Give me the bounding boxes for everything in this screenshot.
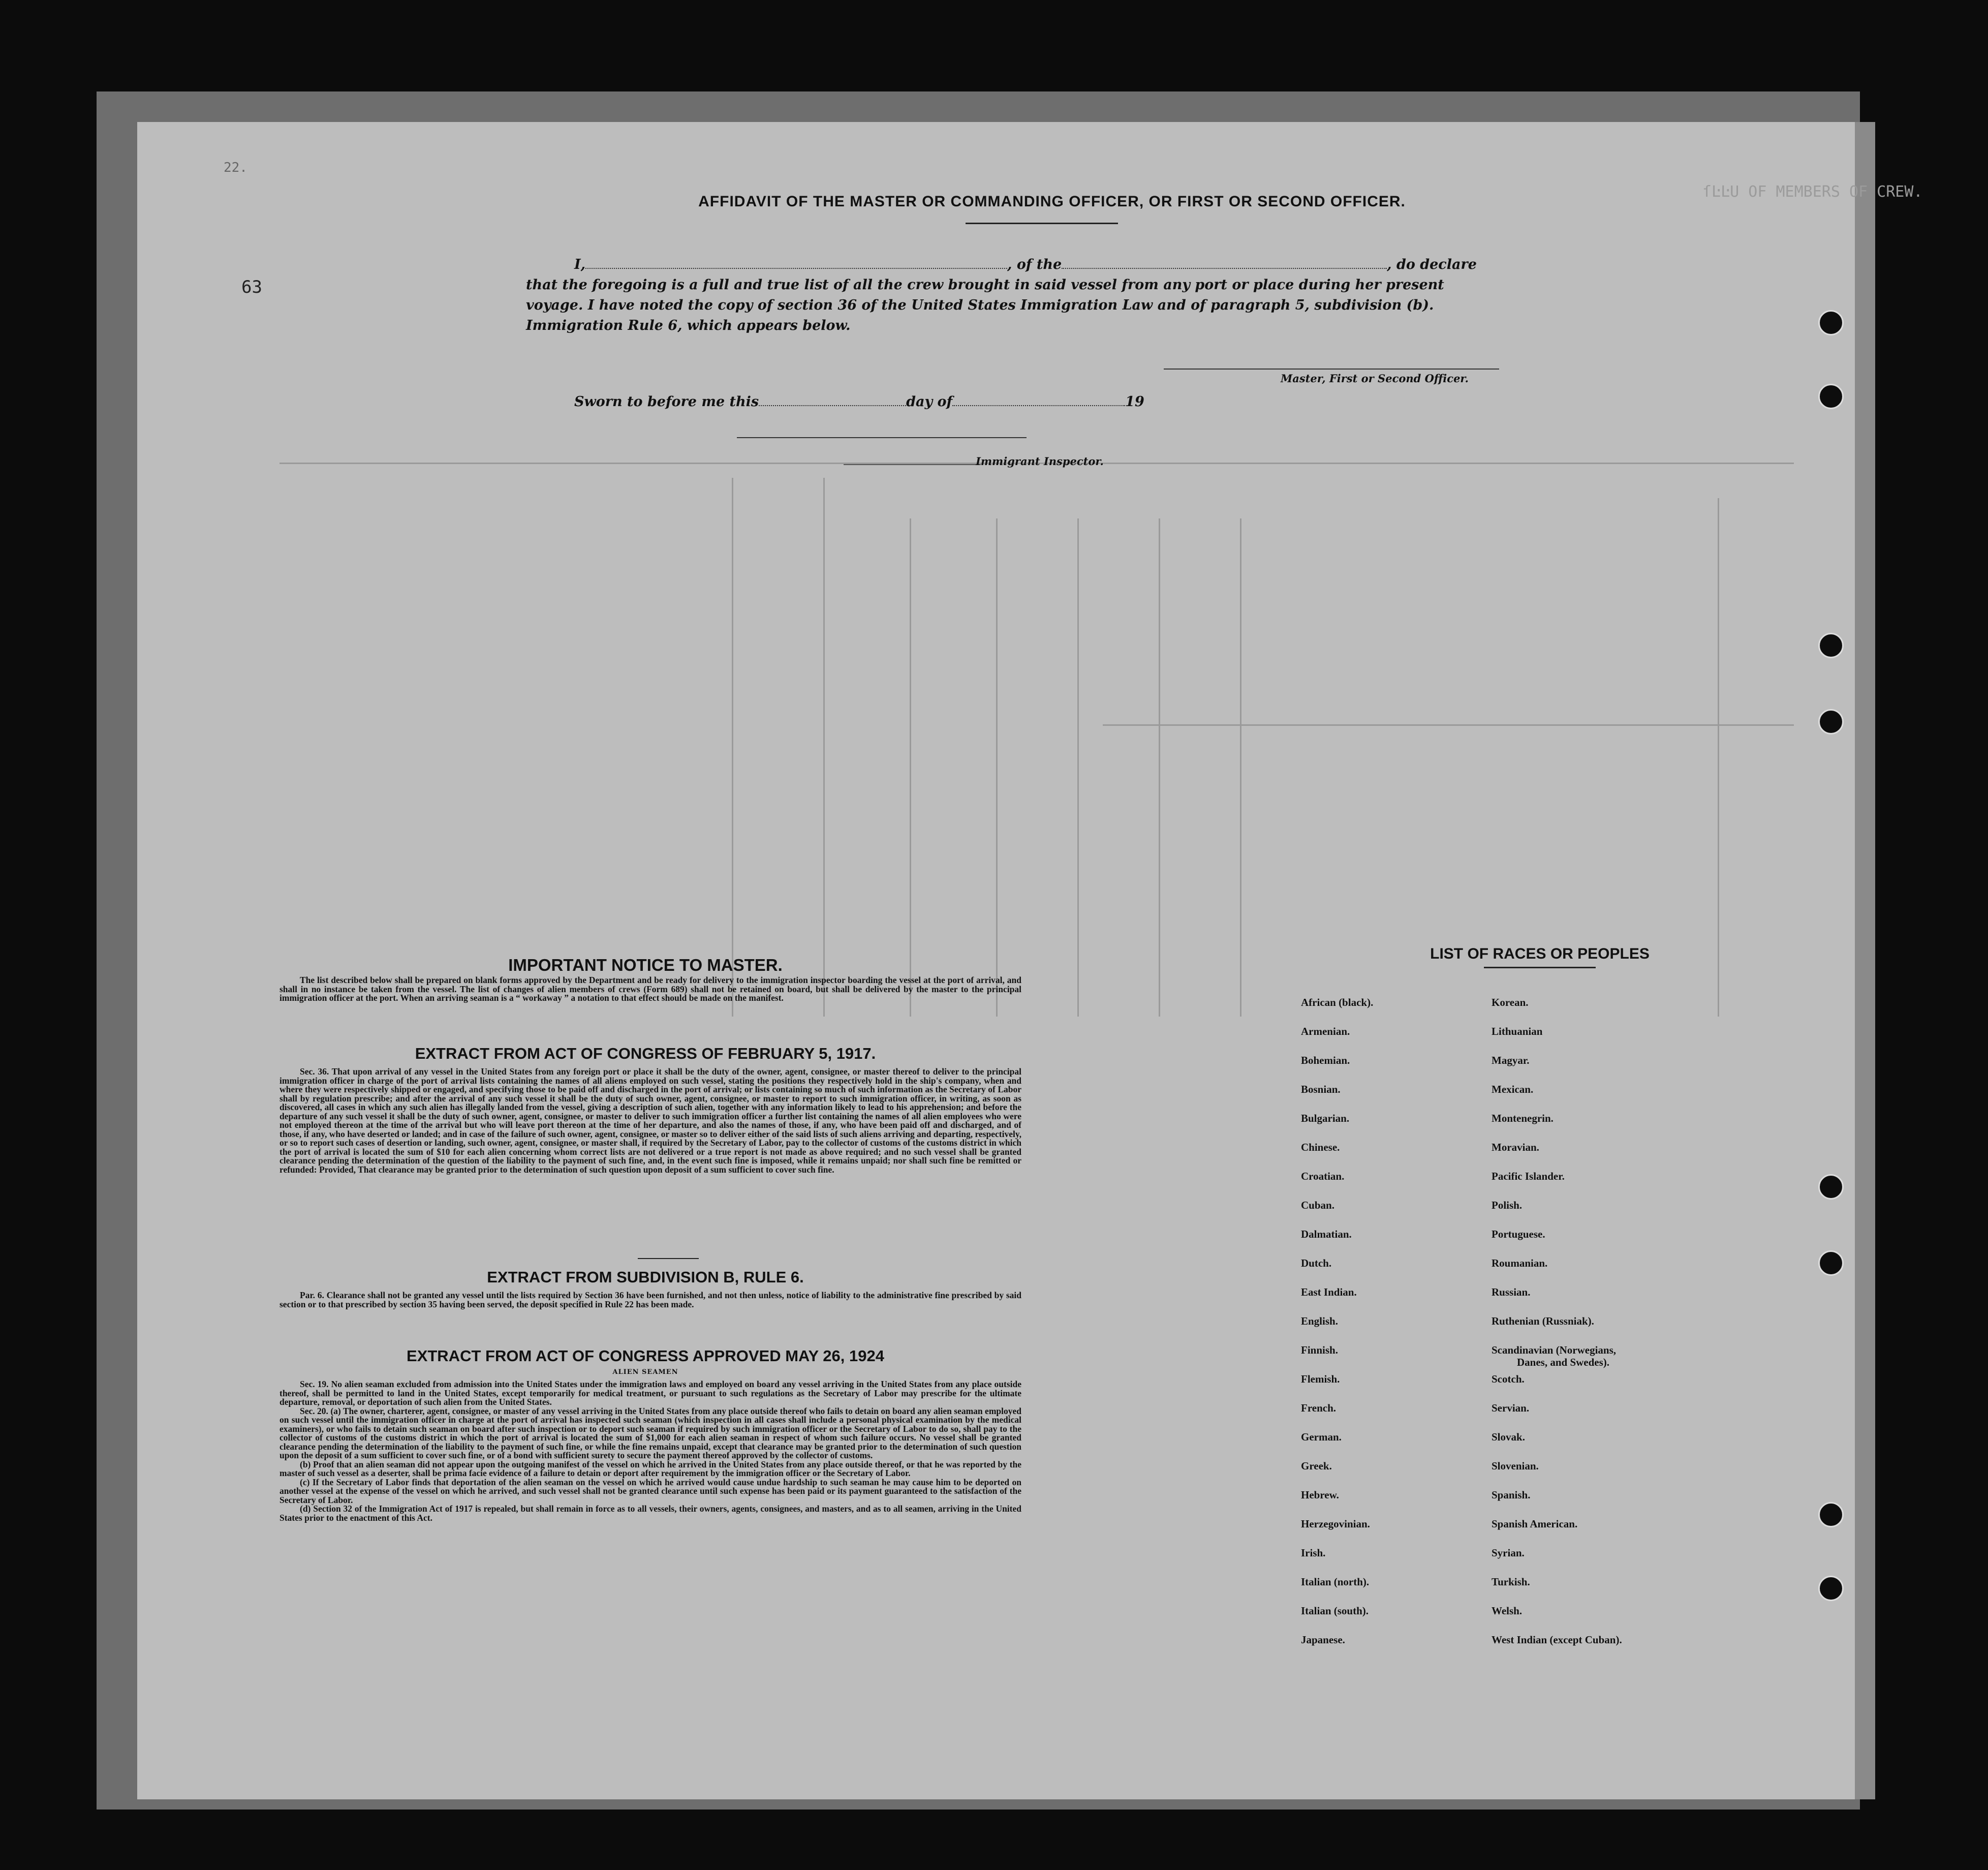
race-item: Irish. xyxy=(1301,1547,1326,1559)
race-item: Scandinavian (Norwegians, xyxy=(1492,1344,1617,1356)
race-item: Bosnian. xyxy=(1301,1083,1341,1095)
sec-20a-paragraph: Sec. 20. (a) The owner, charterer, agent, consignee, or master of any vessel arriving in the United States from any place outside thereof who fails to detain on board any alien seaman employed on such vessel until the immigration officer in charge at the port of arrival has inspected such seaman (which inspection in all cases shall include a personal physical examination by the medical examiners), or who fails to detain such seaman on board after such inspection or to deport such seaman if required by such immigration officer or the Secretary of Labor to do so, shall pay to the collector of customs of the customs district in which the port of arrival is located the sum of $1,000 for each alien seaman in respect of whom such failure occurs. No vessel shall be granted clearance pending the determination of the liability to the payment of such fine, or while the fine remains unpaid, except that clearance may be granted prior to the determination of such question upon the deposit of a sum sufficient to cover such fine, or of a bond with sufficient surety to secure the payment thereof approved by the collector of customs. xyxy=(279,1405,1021,1460)
notice-text xyxy=(279,976,1021,1003)
bleed-through-column xyxy=(732,478,733,1017)
race-item: Welsh. xyxy=(1492,1605,1523,1617)
inspector-caption: Immigrant Inspector. xyxy=(976,455,1104,468)
races-title: LIST OF RACES OR PEOPLES xyxy=(1430,945,1650,962)
race-item: Armenian. xyxy=(1301,1025,1350,1037)
race-item: German. xyxy=(1301,1431,1342,1443)
punch-hole xyxy=(1818,1502,1844,1527)
rule6-text xyxy=(279,1291,1021,1309)
punch-hole xyxy=(1818,1174,1844,1200)
bleed-through-column xyxy=(996,518,998,1017)
notice-paragraph: The list described below shall be prepared on blank forms approved by the Department and be ready for delivery to the immigration inspector boarding the vessel at the port of arrival, and shall in no instance be taken from the vessel. The list of changes of alien members of crews (Form 689) shall not be retained on board, but shall be delivered by the master to the principal immigration officer at the port. When an arriving seaman is a “ workaway ” a notation to that effect should be made on the manifest. xyxy=(279,975,1021,1003)
inspector-dotted-line xyxy=(844,464,981,465)
race-item-continuation: Danes, and Swedes). xyxy=(1517,1356,1610,1368)
rule6-heading: EXTRACT FROM SUBDIVISION B, RULE 6. xyxy=(487,1268,804,1286)
race-item: Spanish American. xyxy=(1492,1518,1578,1530)
bleed-through-column xyxy=(1077,518,1079,1017)
race-item: Dutch. xyxy=(1301,1257,1332,1269)
extract-1917-paragraph: Sec. 36. That upon arrival of any vessel in the United States from any foreign port or place it shall be the duty of the owner, agent, consignee, or master thereof to deliver to the principal immigration officer in charge of the port of arrival lists containing the names of all aliens employed on such vessel, stating the positions they respectively hold in the ship's company, when and where they were respectively shipped or engaged, and specifying those to be paid off and discharged in the port of arrival; or lists containing so much of such information as the Secretary of Labor shall by regulation prescribe; and after the arrival of any such vessel it shall be the duty of such owner, agent, consignee, or master to report to such immigration officer, in writing, as soon as discovered, all cases in which any such alien has illegally landed from the vessel, giving a description of such alien, together with any information likely to lead to his apprehension; and before the departure of any such vessel it shall be the duty of such owner, agent, consignee, or master to deliver to such immigration officer a further list containing the names of all alien employees who were not employed thereon at the time of the arrival but who will leave port thereon at the time of her departure, and also the names of those, if any, who have been paid off and discharged, and of those, if any, who have deserted or landed; and in case of the failure of such owner, agent, consignee, or master so to deliver either of the said lists of such aliens arriving and departing, respectively, or so to report such cases of desertion or landing, such owner, agent, consignee, or master shall, if required by the Secretary of Labor, pay to the collector of customs of the customs district in which the port of arrival is located the sum of $10 for each alien concerning whom correct lists are not delivered or a true report is not made as above required; and no such vessel shall be granted clearance pending the determination of the question of the liability to the payment of such fine, and, in the event such fine is imposed, while it remains unpaid; nor shall such fine be remitted or refunded: Provided, That clearance may be granted prior to the determination of such question upon deposit of a sum sufficient to cover such fine. xyxy=(279,1066,1021,1175)
races-right-column xyxy=(1492,996,1622,1663)
race-item: East Indian. xyxy=(1301,1286,1357,1298)
race-item: Herzegovinian. xyxy=(1301,1518,1370,1530)
race-item-scandinavian xyxy=(1492,1344,1622,1373)
extract-1924-text xyxy=(279,1380,1021,1522)
sec-19-paragraph: Sec. 19. No alien seaman excluded from admission into the United States under the immigration laws and employed on board any vessel arriving in the United States from any place outside thereof, shall be permitted to land in the United States, except temporarily for medical treatment, or pursuant to such regulations as the Secretary of Labor may prescribe for the ultimate departure, removal, or deportation of such alien from the United States. xyxy=(279,1379,1021,1407)
punch-hole xyxy=(1818,1576,1844,1601)
race-item: West Indian (except Cuban). xyxy=(1492,1634,1622,1646)
sworn-line xyxy=(574,394,1144,410)
sworn-prefix: Sworn to before me this xyxy=(574,394,759,410)
race-item: Servian. xyxy=(1492,1402,1530,1414)
race-item: Spanish. xyxy=(1492,1489,1531,1501)
races-title-rule xyxy=(1484,967,1596,968)
race-item: Italian (north). xyxy=(1301,1576,1370,1588)
title-rule xyxy=(966,223,1118,224)
race-item: Dalmatian. xyxy=(1301,1228,1352,1240)
affidavit-line-4: Immigration Rule 6, which appears below. xyxy=(526,318,851,333)
race-item: Syrian. xyxy=(1492,1547,1525,1559)
punch-hole xyxy=(1818,709,1844,734)
alien-seamen-subheading: ALIEN SEAMEN xyxy=(612,1368,678,1376)
bleed-through-column xyxy=(1159,518,1160,1017)
sworn-month-blank[interactable] xyxy=(952,405,1125,406)
sworn-day-blank[interactable] xyxy=(759,405,906,406)
sworn-year: 19 xyxy=(1125,394,1144,410)
rule6-paragraph: Par. 6. Clearance shall not be granted any vessel until the lists required by Section 36 have been furnished, and not then unless, notice of liability to the administrative fine prescribed by said section or to that prescribed by section 35 having been served, the deposit specified in Rule 22 has been made. xyxy=(279,1290,1021,1309)
declare-suffix: , do declare xyxy=(1387,257,1477,272)
notice-heading: IMPORTANT NOTICE TO MASTER. xyxy=(508,956,783,974)
race-item: Turkish. xyxy=(1492,1576,1530,1588)
master-signature-line[interactable] xyxy=(1164,369,1499,370)
race-item: Moravian. xyxy=(1492,1141,1539,1153)
race-item: Bulgarian. xyxy=(1301,1112,1350,1124)
manifest-sheet xyxy=(137,122,1923,1799)
punch-hole xyxy=(1818,1250,1844,1276)
race-item: French. xyxy=(1301,1402,1337,1414)
bleed-through-column xyxy=(1240,518,1241,1017)
race-item: Hebrew. xyxy=(1301,1489,1339,1501)
races-left-column xyxy=(1301,996,1373,1663)
race-item: Scotch. xyxy=(1492,1373,1525,1385)
race-item: Korean. xyxy=(1492,996,1529,1008)
bleed-through-column xyxy=(823,478,825,1017)
race-item: Croatian. xyxy=(1301,1170,1345,1182)
punch-hole xyxy=(1818,384,1844,409)
affidavit-line-3: voyage. I have noted the copy of section 36 of the United States Immigration Law and of paragraph 5, subdivision (b). xyxy=(526,297,1434,313)
race-item: Flemish. xyxy=(1301,1373,1340,1385)
affidavit-title: AFFIDAVIT OF THE MASTER OR COMMANDING OFFICER, OR FIRST OR SECOND OFFICER. xyxy=(698,193,1406,210)
declarant-name-blank[interactable] xyxy=(585,268,1007,269)
affidavit-line-1 xyxy=(574,257,1477,272)
race-item: Finnish. xyxy=(1301,1344,1338,1356)
race-item: Portuguese. xyxy=(1492,1228,1545,1240)
race-item: Montenegrin. xyxy=(1492,1112,1554,1124)
sec-20b-paragraph: (b) Proof that an alien seaman did not appear upon the outgoing manifest of the vessel on which he arrived in the United States from any place outside thereof, or that he was reported by the master of such vessel as a deserter, shall be prima facie evidence of a failure to detain or deport after requirement by the immigration officer or the Secretary of Labor. xyxy=(279,1459,1021,1478)
race-item: Cuban. xyxy=(1301,1199,1334,1211)
sec-20d-paragraph: (d) Section 32 of the Immigration Act of 1917 is repealed, but shall remain in force as to all vessels, their owners, agents, consignees, and masters, and as to all seamen, arriving in the United States prior to the enactment of this Act. xyxy=(279,1504,1021,1523)
race-item: African (black). xyxy=(1301,996,1374,1008)
extract-1924-heading: EXTRACT FROM ACT OF CONGRESS APPROVED MAY 26, 1924 xyxy=(407,1347,884,1365)
vessel-name-blank[interactable] xyxy=(1062,268,1387,269)
extract-1917-text xyxy=(279,1067,1021,1174)
race-item: Greek. xyxy=(1301,1460,1332,1472)
margin-mark-left: 63 xyxy=(241,277,262,297)
race-item: Russian. xyxy=(1492,1286,1531,1298)
punch-hole xyxy=(1818,310,1844,335)
race-item: Pacific Islander. xyxy=(1492,1170,1565,1182)
race-item: Slovak. xyxy=(1492,1431,1525,1443)
race-item: Magyar. xyxy=(1492,1054,1530,1066)
inspector-signature-line[interactable] xyxy=(737,437,1027,438)
race-item: Chinese. xyxy=(1301,1141,1340,1153)
race-item: Italian (south). xyxy=(1301,1605,1369,1617)
bleed-through-line xyxy=(1103,724,1794,726)
affidavit-line-2: that the foregoing is a full and true list of all the crew brought in said vessel from any port or place during her present xyxy=(526,277,1444,293)
vessel-prefix: , of the xyxy=(1007,257,1062,272)
race-item: English. xyxy=(1301,1315,1338,1327)
bleed-through-column xyxy=(910,518,911,1017)
sec-20c-paragraph: (c) If the Secretary of Labor finds that deportation of the alien seaman on the vessel on which he arrived would cause undue hardship to such seaman he may cause him to be deported on another vessel at the expense of the vessel on which he arrived, and such vessel shall not be granted clearance until such expense has been paid or its payment guaranteed to the satisfaction of the Secretary of Labor. xyxy=(279,1477,1021,1505)
margin-mark-top: 22. xyxy=(224,160,247,175)
sworn-day-label: day of xyxy=(906,394,953,410)
bleed-through-column xyxy=(1718,498,1719,1017)
master-caption: Master, First or Second Officer. xyxy=(1281,372,1469,385)
race-item: Slovenian. xyxy=(1492,1460,1539,1472)
race-item: Polish. xyxy=(1492,1199,1523,1211)
punch-hole xyxy=(1818,633,1844,658)
race-item: Lithuanian xyxy=(1492,1025,1543,1037)
race-item: Roumanian. xyxy=(1492,1257,1548,1269)
bleed-through-text: ſĿĿU OF MEMBERS OF CREW. xyxy=(1702,183,1923,201)
race-item: Ruthenian (Russniak). xyxy=(1492,1315,1594,1327)
race-item: Japanese. xyxy=(1301,1634,1345,1646)
race-item: Bohemian. xyxy=(1301,1054,1350,1066)
section-divider xyxy=(638,1258,699,1259)
race-item: Mexican. xyxy=(1492,1083,1534,1095)
extract-1917-heading: EXTRACT FROM ACT OF CONGRESS OF FEBRUARY 5, 1917. xyxy=(415,1045,876,1062)
declarant-prefix: I, xyxy=(574,257,586,272)
